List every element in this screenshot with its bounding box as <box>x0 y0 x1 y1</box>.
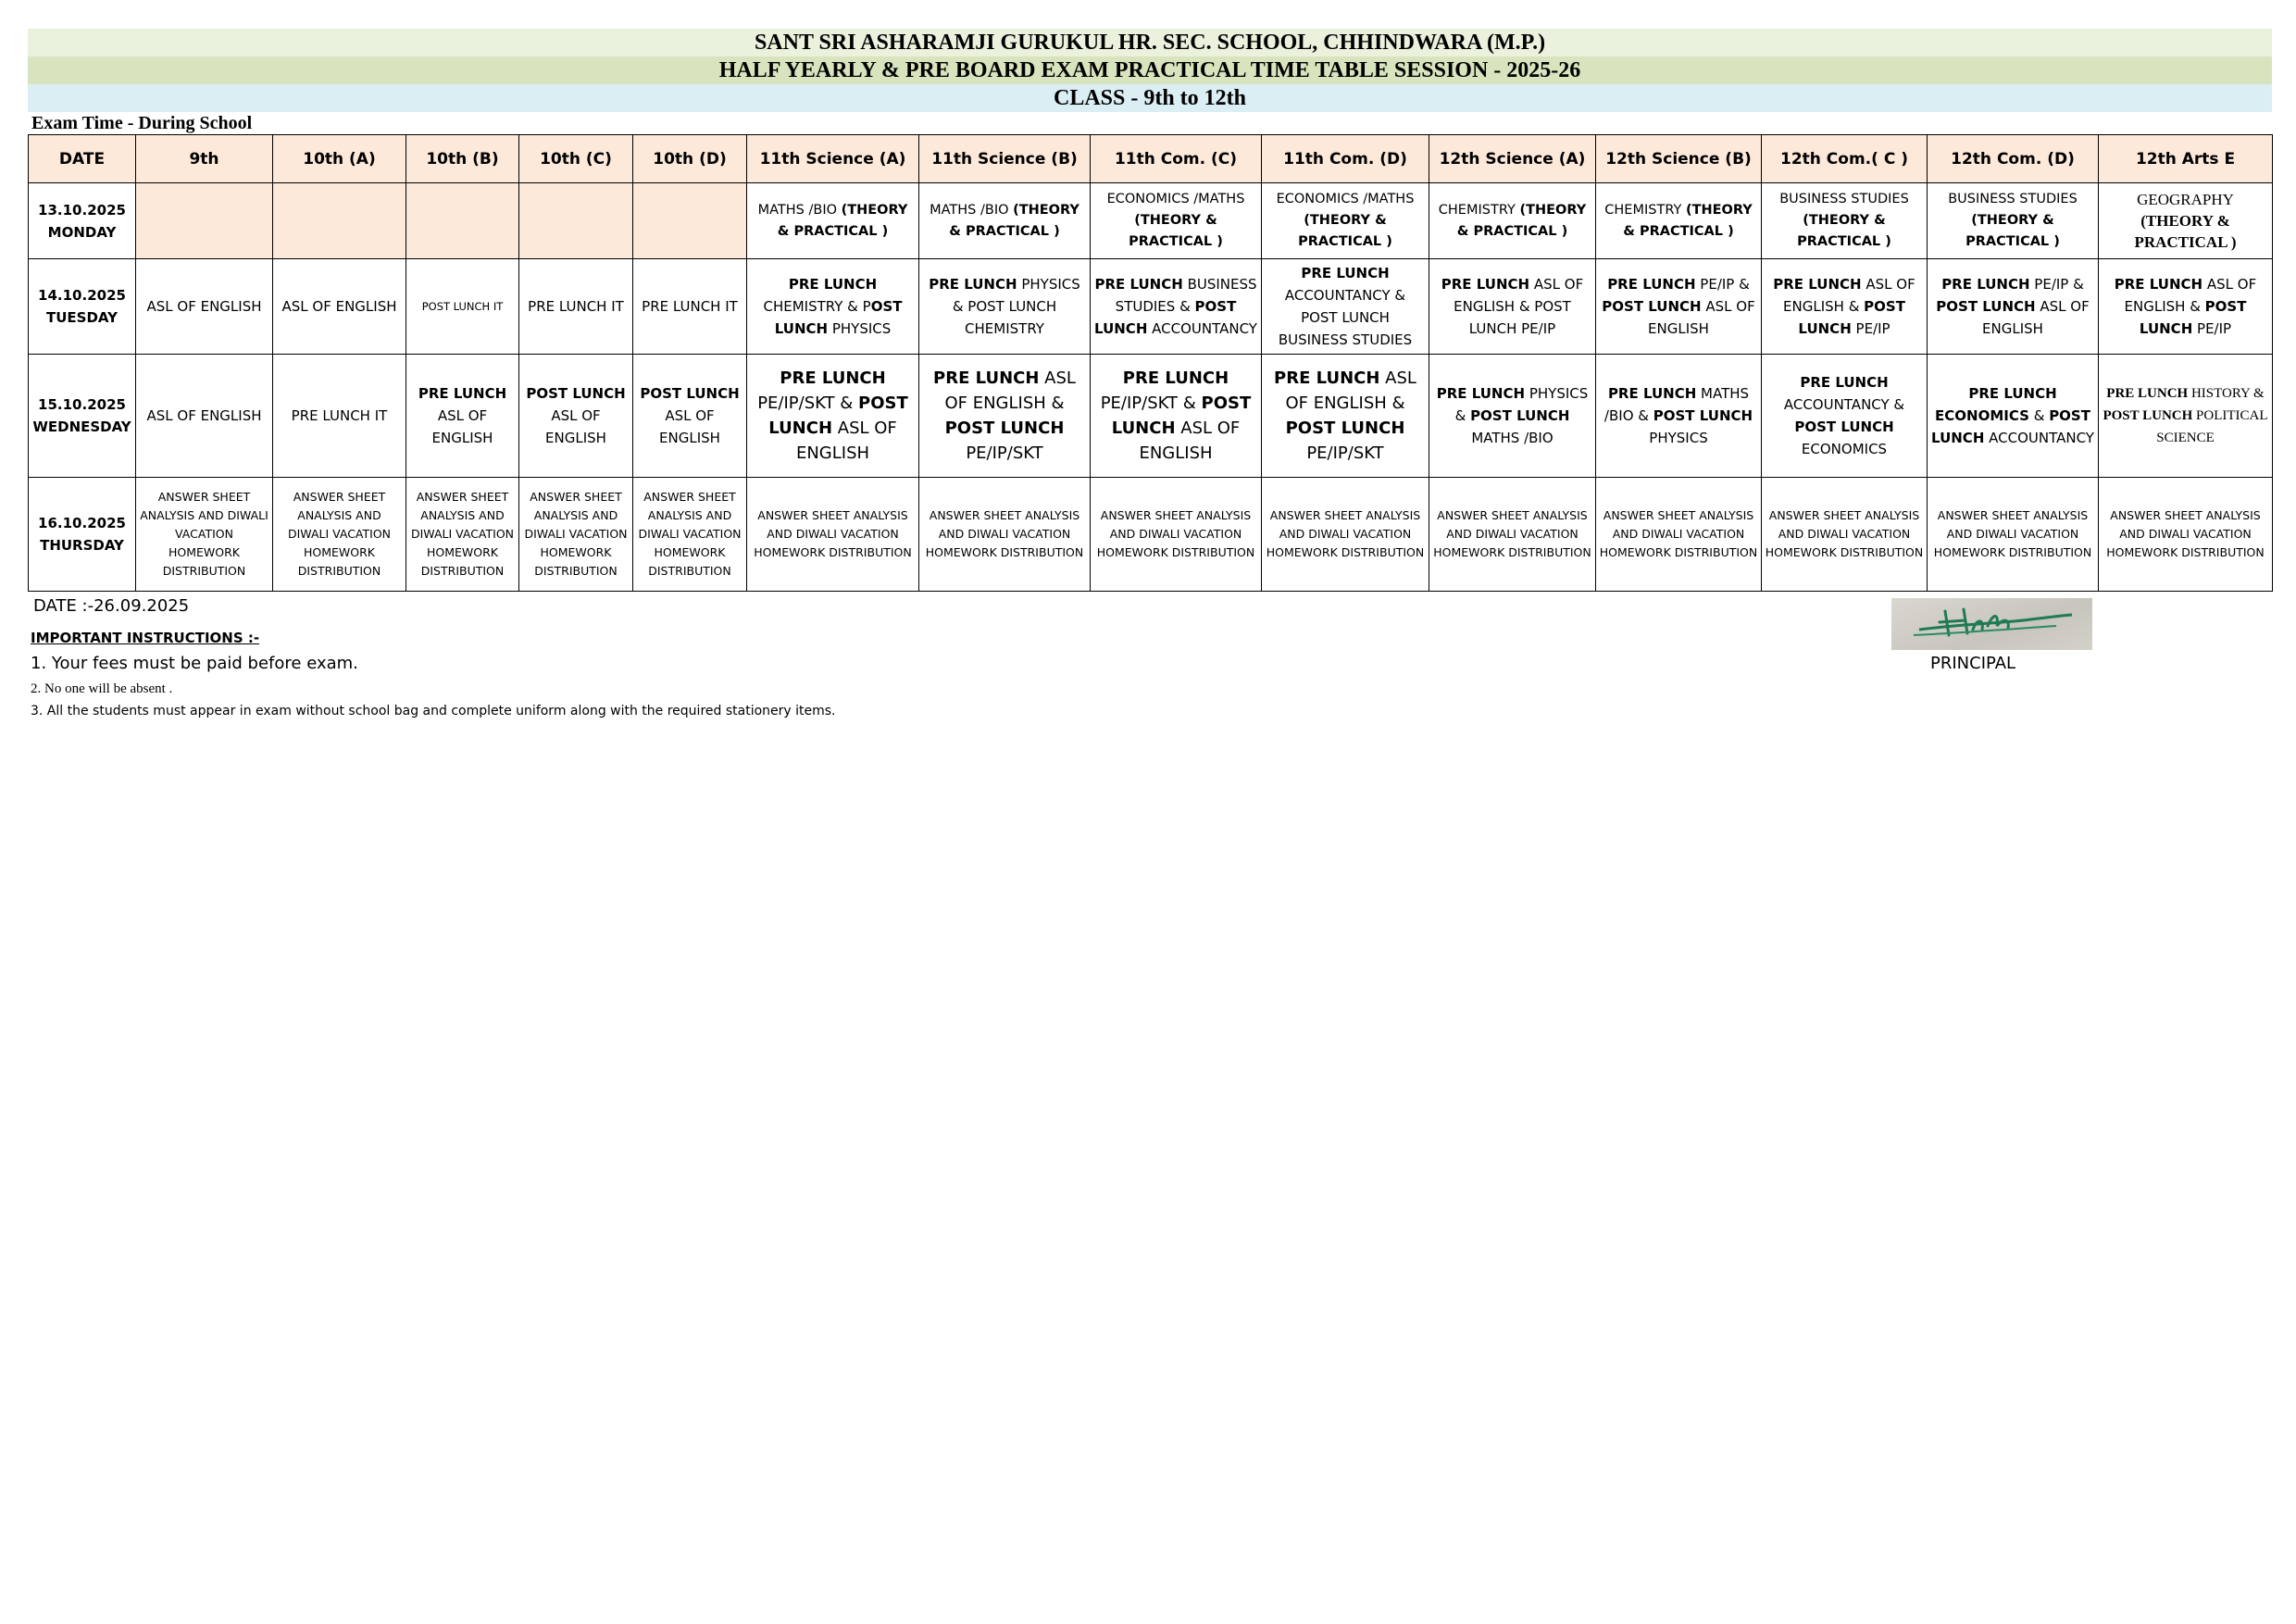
column-header: 11th Com. (D) <box>1262 135 1429 183</box>
exam-cell: ECONOMICS /MATHS (THEORY & PRACTICAL ) <box>1091 183 1262 259</box>
exam-cell: ANSWER SHEET ANALYSIS AND DIWALI VACATION HOMEWORK DISTRIBUTION <box>747 478 919 592</box>
exam-cell: ASL OF ENGLISH <box>136 355 273 478</box>
exam-cell: ANSWER SHEET ANALYSIS AND DIWALI VACATION HOMEWORK DISTRIBUTION <box>1262 478 1429 592</box>
exam-cell: PRE LUNCH ASL OF ENGLISH & POST LUNCH PE/IP <box>1429 259 1596 355</box>
exam-cell: CHEMISTRY (THEORY & PRACTICAL ) <box>1429 183 1596 259</box>
table-row <box>29 478 2273 592</box>
principal-label: PRINCIPAL <box>1930 654 2016 673</box>
instructions-heading: IMPORTANT INSTRUCTIONS :- <box>31 630 260 646</box>
exam-cell: ASL OF ENGLISH <box>136 259 273 355</box>
school-name: SANT SRI ASHARAMJI GURUKUL HR. SEC. SCHOOL, CHHINDWARA (M.P.) <box>28 29 2272 56</box>
timetable-sheet <box>28 29 2272 592</box>
column-header: 11th Science (A) <box>747 135 919 183</box>
exam-cell: POST LUNCH ASL OF ENGLISH <box>519 355 633 478</box>
column-header: 10th (C) <box>519 135 633 183</box>
table-header-row <box>29 135 2273 183</box>
exam-cell: BUSINESS STUDIES (THEORY & PRACTICAL ) <box>1762 183 1928 259</box>
column-header: 10th (B) <box>406 135 519 183</box>
exam-cell: ANSWER SHEET ANALYSIS AND DIWALI VACATION HOMEWORK DISTRIBUTION <box>1429 478 1596 592</box>
exam-cell: ANSWER SHEET ANALYSIS AND DIWALI VACATION HOMEWORK DISTRIBUTION <box>1596 478 1762 592</box>
exam-cell: ANSWER SHEET ANALYSIS AND DIWALI VACATION HOMEWORK DISTRIBUTION <box>2099 478 2273 592</box>
column-header: 12th Com.( C ) <box>1762 135 1928 183</box>
exam-cell: POST LUNCH IT <box>406 259 519 355</box>
signature-mark <box>1891 598 2092 650</box>
exam-cell: PRE LUNCH ASL OF ENGLISH & POST LUNCH PE/IP <box>1762 259 1928 355</box>
column-header: 12th Com. (D) <box>1928 135 2099 183</box>
column-header: 10th (D) <box>633 135 747 183</box>
date-cell: 14.10.2025 TUESDAY <box>29 259 136 355</box>
exam-cell: PRE LUNCH PE/IP & POST LUNCH ASL OF ENGLISH <box>1596 259 1762 355</box>
column-header: 11th Science (B) <box>919 135 1091 183</box>
column-header: 9th <box>136 135 273 183</box>
empty-cell <box>519 183 633 259</box>
empty-cell <box>406 183 519 259</box>
exam-cell: ANSWER SHEET ANALYSIS AND DIWALI VACATION HOMEWORK DISTRIBUTION <box>919 478 1091 592</box>
column-header: 11th Com. (C) <box>1091 135 1262 183</box>
exam-cell: ANSWER SHEET ANALYSIS AND DIWALI VACATION HOMEWORK DISTRIBUTION <box>1091 478 1262 592</box>
table-row <box>29 259 2273 355</box>
instruction-item: 1. Your fees must be paid before exam. <box>31 654 358 673</box>
exam-cell: CHEMISTRY (THEORY & PRACTICAL ) <box>1596 183 1762 259</box>
empty-cell <box>633 183 747 259</box>
instruction-item: 3. All the students must appear in exam without school bag and complete uniform along with the required stationery items. <box>31 704 836 718</box>
column-header: 12th Science (A) <box>1429 135 1596 183</box>
exam-cell: PRE LUNCH ACCOUNTANCY & POST LUNCH ECONOMICS <box>1762 355 1928 478</box>
exam-cell: ANSWER SHEET ANALYSIS AND DIWALI VACATION HOMEWORK DISTRIBUTION <box>136 478 273 592</box>
exam-cell: ANSWER SHEET ANALYSIS AND DIWALI VACATION HOMEWORK DISTRIBUTION <box>273 478 406 592</box>
class-range: CLASS - 9th to 12th <box>28 84 2272 112</box>
table-row <box>29 183 2273 259</box>
exam-cell: ANSWER SHEET ANALYSIS AND DIWALI VACATION HOMEWORK DISTRIBUTION <box>1928 478 2099 592</box>
exam-cell: ANSWER SHEET ANALYSIS AND DIWALI VACATION HOMEWORK DISTRIBUTION <box>406 478 519 592</box>
exam-cell: POST LUNCH ASL OF ENGLISH <box>633 355 747 478</box>
exam-cell: PRE LUNCH CHEMISTRY & POST LUNCH PHYSICS <box>747 259 919 355</box>
exam-cell: PRE LUNCH ASL OF ENGLISH & POST LUNCH PE/IP <box>2099 259 2273 355</box>
exam-cell: PRE LUNCH IT <box>273 355 406 478</box>
exam-title: HALF YEARLY & PRE BOARD EXAM PRACTICAL TIME TABLE SESSION - 2025-26 <box>28 56 2272 84</box>
exam-cell: PRE LUNCH IT <box>633 259 747 355</box>
exam-cell: ANSWER SHEET ANALYSIS AND DIWALI VACATION HOMEWORK DISTRIBUTION <box>633 478 747 592</box>
exam-cell: PRE LUNCH IT <box>519 259 633 355</box>
column-header: DATE <box>29 135 136 183</box>
exam-cell: GEOGRAPHY (THEORY & PRACTICAL ) <box>2099 183 2273 259</box>
exam-cell: ANSWER SHEET ANALYSIS AND DIWALI VACATION HOMEWORK DISTRIBUTION <box>1762 478 1928 592</box>
exam-cell: PRE LUNCH PE/IP & POST LUNCH ASL OF ENGLISH <box>1928 259 2099 355</box>
instruction-item: 2. No one will be absent . <box>31 681 173 696</box>
timetable <box>28 134 2273 592</box>
date-cell: 13.10.2025 MONDAY <box>29 183 136 259</box>
exam-cell: ANSWER SHEET ANALYSIS AND DIWALI VACATION HOMEWORK DISTRIBUTION <box>519 478 633 592</box>
empty-cell <box>273 183 406 259</box>
exam-cell: PRE LUNCH ASL OF ENGLISH <box>406 355 519 478</box>
exam-cell: ECONOMICS /MATHS (THEORY & PRACTICAL ) <box>1262 183 1429 259</box>
issue-date: DATE :-26.09.2025 <box>33 596 190 616</box>
table-row <box>29 355 2273 478</box>
exam-time: Exam Time - During School <box>31 113 253 133</box>
exam-cell: PRE LUNCH PHYSICS & POST LUNCH MATHS /BIO <box>1429 355 1596 478</box>
exam-cell: BUSINESS STUDIES (THEORY & PRACTICAL ) <box>1928 183 2099 259</box>
exam-cell: PRE LUNCH ECONOMICS & POST LUNCH ACCOUNTANCY <box>1928 355 2099 478</box>
date-cell: 15.10.2025 WEDNESDAY <box>29 355 136 478</box>
exam-cell: PRE LUNCH PE/IP/SKT & POST LUNCH ASL OF ENGLISH <box>1091 355 1262 478</box>
exam-cell: PRE LUNCH PHYSICS & POST LUNCH CHEMISTRY <box>919 259 1091 355</box>
exam-cell: PRE LUNCH ASL OF ENGLISH & POST LUNCH PE/IP/SKT <box>919 355 1091 478</box>
column-header: 12th Science (B) <box>1596 135 1762 183</box>
exam-cell: PRE LUNCH ASL OF ENGLISH & POST LUNCH PE/IP/SKT <box>1262 355 1429 478</box>
exam-cell: PRE LUNCH PE/IP/SKT & POST LUNCH ASL OF ENGLISH <box>747 355 919 478</box>
exam-cell: MATHS /BIO (THEORY & PRACTICAL ) <box>747 183 919 259</box>
column-header: 12th Arts E <box>2099 135 2273 183</box>
exam-cell: ASL OF ENGLISH <box>273 259 406 355</box>
exam-cell: PRE LUNCH BUSINESS STUDIES & POST LUNCH ACCOUNTANCY <box>1091 259 1262 355</box>
exam-cell: MATHS /BIO (THEORY & PRACTICAL ) <box>919 183 1091 259</box>
principal-signature <box>1891 598 2092 650</box>
column-header: 10th (A) <box>273 135 406 183</box>
date-cell: 16.10.2025 THURSDAY <box>29 478 136 592</box>
exam-cell: PRE LUNCH MATHS /BIO & POST LUNCH PHYSICS <box>1596 355 1762 478</box>
empty-cell <box>136 183 273 259</box>
exam-cell: PRE LUNCH HISTORY & POST LUNCH POLITICAL SCIENCE <box>2099 355 2273 478</box>
exam-cell: PRE LUNCH ACCOUNTANCY & POST LUNCH BUSINESS STUDIES <box>1262 259 1429 355</box>
